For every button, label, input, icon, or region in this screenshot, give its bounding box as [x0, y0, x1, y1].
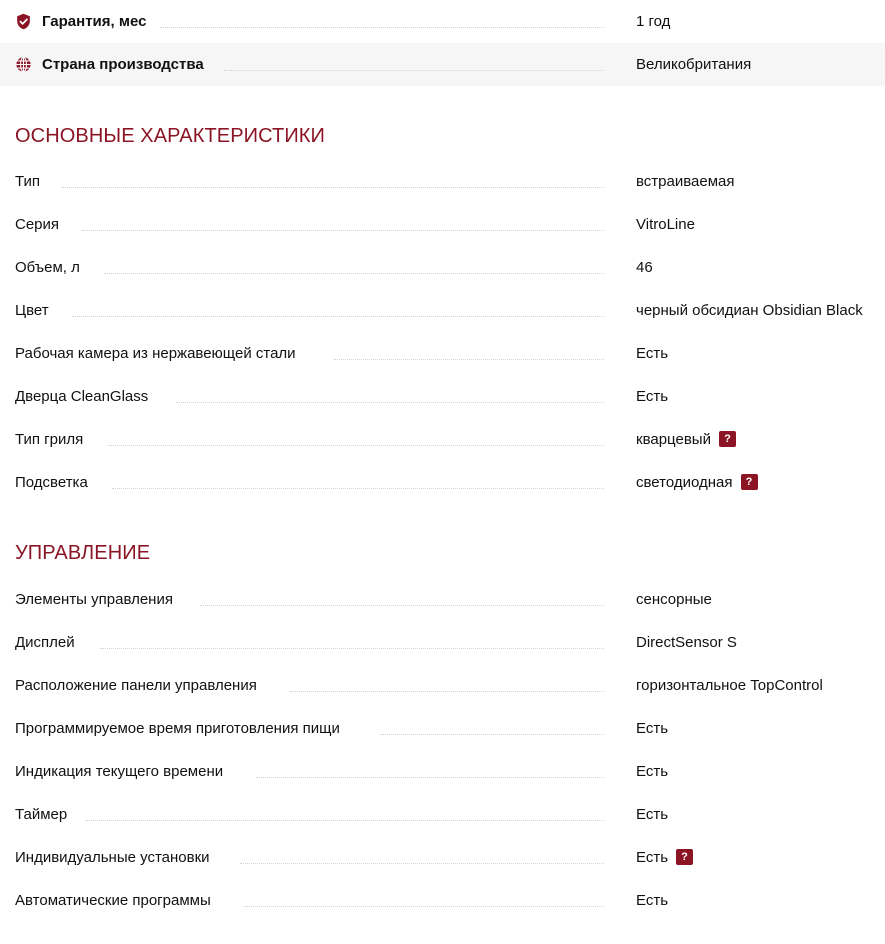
- spec-row: [0, 750, 885, 793]
- spec-row: [0, 879, 885, 922]
- spec-value: Есть: [636, 806, 669, 823]
- spec-row: [0, 332, 885, 375]
- spec-label: Объем, л: [15, 259, 80, 276]
- spec-value: встраиваемая: [636, 173, 735, 190]
- spec-label: Дверца CleanGlass: [15, 388, 149, 405]
- spec-row: [0, 578, 885, 621]
- section-heading-controls: [0, 539, 885, 577]
- spec-row: [0, 246, 885, 289]
- spec-row: [0, 160, 885, 203]
- dotted-leader: [72, 316, 604, 317]
- spec-value-text: Есть: [636, 849, 669, 866]
- spec-value: [636, 461, 758, 504]
- dotted-leader: [112, 488, 604, 489]
- spec-value: Есть: [636, 720, 669, 737]
- spec-row: [0, 289, 885, 332]
- section-title: УПРАВЛЕНИЕ: [15, 542, 151, 564]
- spec-label: Индивидуальные установки: [15, 849, 210, 866]
- spec-label: Гарантия, мес: [42, 13, 147, 30]
- spec-label: Элементы управления: [15, 591, 173, 608]
- globe-icon: [15, 56, 32, 73]
- spec-label: Серия: [15, 216, 60, 233]
- spec-row: [0, 418, 885, 461]
- spec-label: Индикация текущего времени: [15, 763, 224, 780]
- spec-row: [0, 793, 885, 836]
- spec-label: Дисплей: [15, 634, 75, 651]
- dotted-leader: [82, 230, 604, 231]
- spec-row: [0, 621, 885, 664]
- dotted-leader: [104, 273, 604, 274]
- spec-row: [0, 707, 885, 750]
- help-icon[interactable]: ?: [676, 849, 693, 865]
- dotted-leader: [290, 691, 604, 692]
- spec-value: Есть: [636, 345, 669, 362]
- dotted-leader: [256, 777, 604, 778]
- spec-label: Подсветка: [15, 474, 88, 491]
- spec-label: Автоматические программы: [15, 892, 211, 909]
- spec-value: сенсорные: [636, 591, 712, 608]
- spec-label: Программируемое время приготовления пищи: [15, 720, 340, 737]
- dotted-leader: [200, 605, 604, 606]
- spec-label: Тип гриля: [15, 431, 84, 448]
- dotted-leader: [100, 648, 604, 649]
- dotted-leader: [380, 734, 604, 735]
- dotted-leader: [334, 359, 604, 360]
- dotted-leader: [160, 27, 604, 28]
- spec-value: [636, 836, 693, 879]
- spec-value: 1 год: [636, 13, 671, 30]
- spec-value: 46: [636, 259, 653, 276]
- spec-row: [0, 461, 885, 504]
- dotted-leader: [240, 863, 604, 864]
- spec-label: Расположение панели управления: [15, 677, 257, 694]
- spec-value: VitroLine: [636, 216, 695, 233]
- section-heading-main: [0, 121, 885, 159]
- spec-row: [0, 664, 885, 707]
- spec-value: горизонтальное TopControl: [636, 677, 823, 694]
- dotted-leader: [224, 70, 604, 71]
- spec-value: DirectSensor S: [636, 634, 737, 651]
- spec-row: [0, 203, 885, 246]
- dotted-leader: [108, 445, 604, 446]
- spec-row-country: [0, 43, 885, 86]
- spec-value: черный обсидиан Obsidian Black: [636, 302, 863, 319]
- dotted-leader: [244, 906, 604, 907]
- spec-value-text: светодиодная: [636, 474, 733, 491]
- spec-value: Великобритания: [636, 56, 752, 73]
- help-icon[interactable]: ?: [719, 431, 736, 447]
- spec-row: [0, 375, 885, 418]
- spec-label: Таймер: [15, 806, 68, 823]
- spec-value: [636, 418, 736, 461]
- section-title: ОСНОВНЫЕ ХАРАКТЕРИСТИКИ: [15, 125, 326, 147]
- spec-value: Есть: [636, 892, 669, 909]
- spec-label: Рабочая камера из нержавеющей стали: [15, 345, 296, 362]
- spec-value: Есть: [636, 763, 669, 780]
- spec-label: Страна производства: [42, 56, 204, 73]
- help-icon[interactable]: ?: [741, 474, 758, 490]
- spec-label: Тип: [15, 173, 41, 190]
- spec-row: [0, 836, 885, 879]
- spec-value: Есть: [636, 388, 669, 405]
- dotted-leader: [62, 187, 604, 188]
- spec-value-text: кварцевый: [636, 431, 711, 448]
- shield-check-icon: [15, 13, 32, 30]
- dotted-leader: [86, 820, 604, 821]
- spec-row-warranty: [0, 0, 885, 43]
- dotted-leader: [176, 402, 604, 403]
- spec-label: Цвет: [15, 302, 49, 319]
